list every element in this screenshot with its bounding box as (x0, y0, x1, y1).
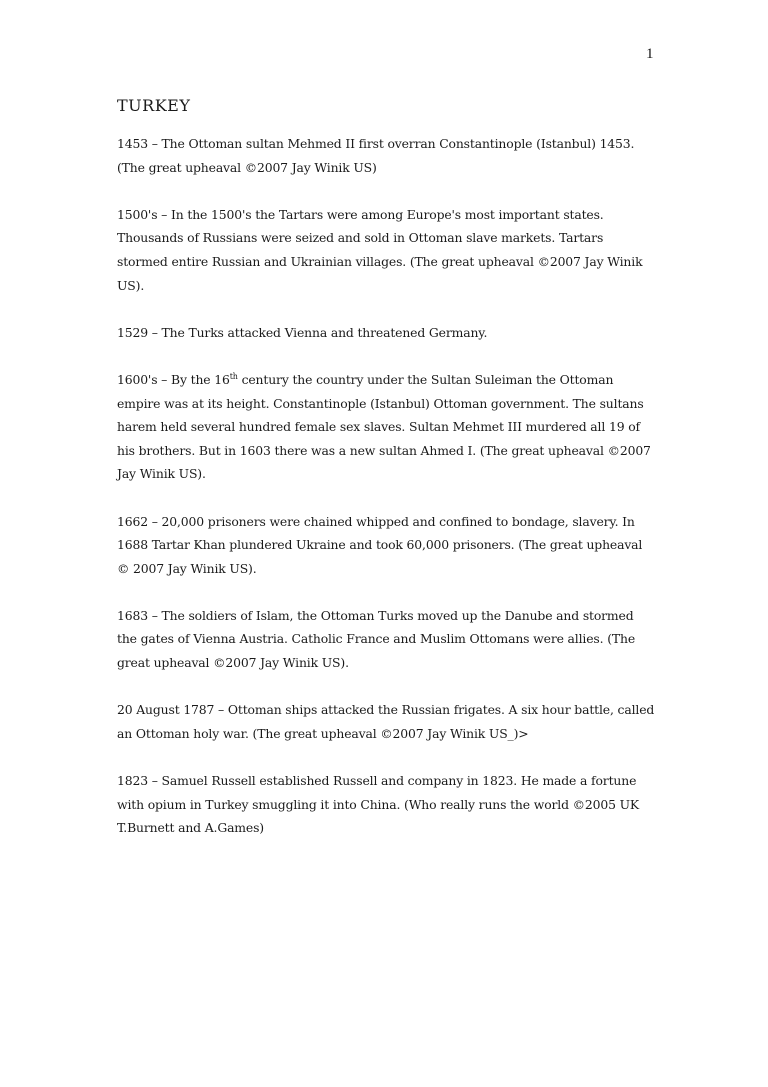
entry-1500s: 1500's – In the 1500's the Tartars were among Europe's most important states. Thousands of Russians were seized and sold in Ottoman slave markets. Tartars stormed entire Russian and Ukrainian villages. (The great upheaval ©2007 Jay Winik US). (117, 206, 643, 293)
entry-1529: 1529 – The Turks attacked Vienna and threatened Germany. (117, 324, 488, 340)
page-number: 1 (646, 46, 654, 62)
entry-1600s-rest: century the country under the Sultan Suleiman the Ottoman empire was at its height. Constantinople (Istanbul) Ottoman government. The sultans harem held several hundred female sex slaves. Sultan Mehmet III murdered all 19 of his brothers. But in 1603 there was a new sultan Ahmed I. (The great upheaval ©2007 Jay Winik US). (117, 371, 651, 482)
entry-1453: 1453 – The Ottoman sultan Mehmed II first overran Constantinople (Istanbul) 1453. (The great upheaval ©2007 Jay Winik US) (117, 136, 635, 175)
entry-1787: 20 August 1787 – Ottoman ships attacked the Russian frigates. A six hour battle, called an Ottoman holy war. (The great upheaval ©2007 Jay Winik US_)> (117, 702, 655, 741)
entry-1600s (117, 368, 657, 486)
entry-1823: 1823 – Samuel Russell established Russell and company in 1823. He made a fortune with opium in Turkey smuggling it into China. (Who really runs the world ©2005 UK T.Burnett and A.Games) (117, 773, 640, 836)
entry-1683: 1683 – The soldiers of Islam, the Ottoman Turks moved up the Danube and stormed the gates of Vienna Austria. Catholic France and Muslim Ottomans were allies. (The great upheaval ©2007 Jay Winik US). (117, 607, 636, 671)
entry-1662: 1662 – 20,000 prisoners were chained whipped and confined to bondage, slavery. In 1688 Tartar Khan plundered Ukraine and took 60,000 prisoners. (The great upheaval © 2007 Jay Winik US). (117, 513, 643, 576)
ordinal-suffix: th (229, 371, 238, 381)
entry-1600s-lead: 1600's – By the 16 (117, 371, 230, 387)
document-title: TURKEY (117, 96, 191, 115)
document-body (117, 92, 657, 863)
